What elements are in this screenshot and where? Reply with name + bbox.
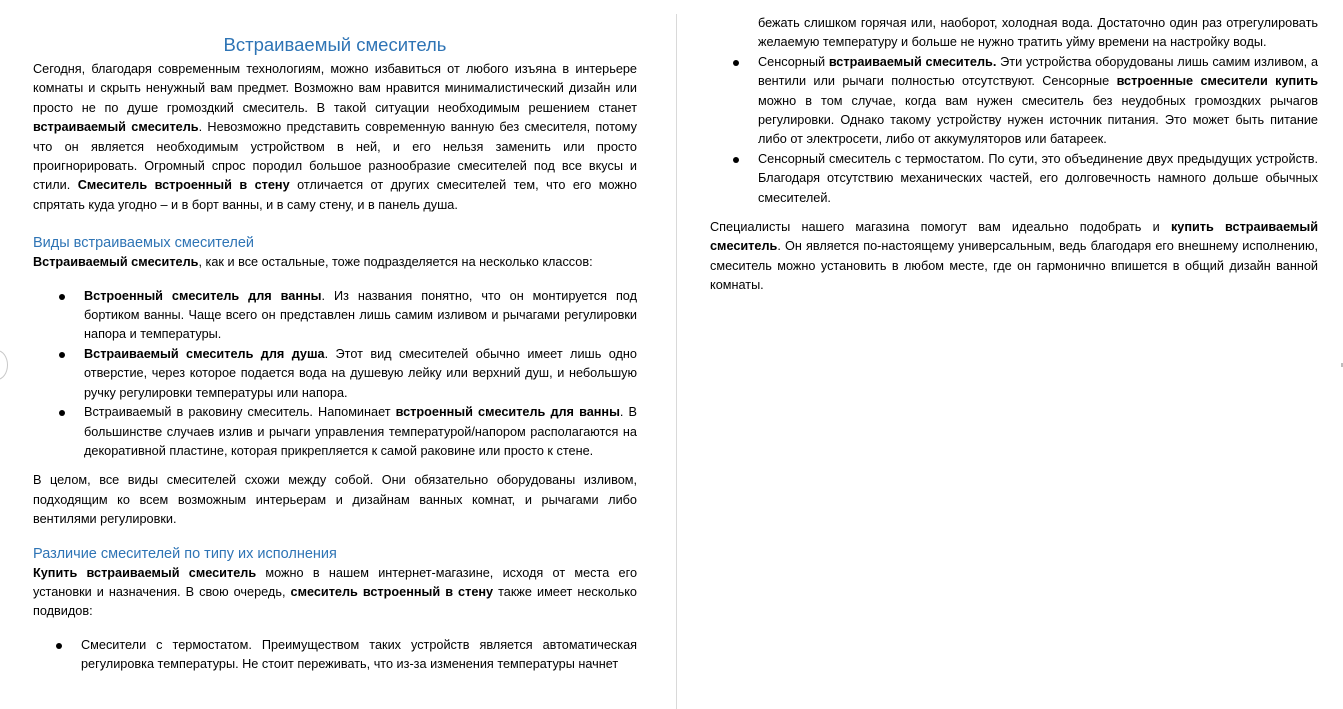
list-item-continued: [710, 14, 1318, 53]
text-run: Сегодня, благодаря современным технологиям, можно избавиться от любого изъяна в интерьере комнаты и скрыть ненужный вам предмет. Возможно вам нравится минималистический дизайн или просто не по душе громоздкий смеситель. В такой ситуации необходимым решением станет: [33, 62, 637, 115]
text-run: Сенсорный смеситель с термостатом. По сути, это объединение двух предыдущих устройств. Благодаря отсутствию механических частей, его долговечность намного дольше обычных смесителей.: [758, 151, 1318, 205]
text-run: Сенсорный: [758, 54, 829, 69]
column-divider: [676, 14, 677, 709]
text-run: . Этот вид смесителей обычно имеет лишь одно отверстие, через которое подается вода на душевую лейку или верхний душ, и небольшую ручку регулировки температуры или напора.: [84, 346, 637, 400]
list-item: [710, 53, 1318, 150]
text-run: В целом, все виды смесителей схожи между собой. Они обязательно оборудованы изливом, подходящим ко всем возможным интерьерам и дизайнам ванных комнат, и рычагами либо вентилями регулировки.: [33, 473, 637, 527]
text-run: отличается от других смесителей тем, что его можно спрятать куда угодно – и в борт ванны, и в саму стену, и в панель душа.: [33, 178, 637, 212]
list-item: [33, 345, 637, 403]
bold-text-run: встраиваемый смеситель: [33, 120, 199, 135]
text-run: можно в нашем интернет-магазине, исходя от места его установки и назначения. В свою очередь,: [33, 565, 637, 599]
bold-text-run: Встраиваемый смеситель для душа: [84, 346, 325, 361]
bold-text-run: встроенные смесители купить: [1116, 74, 1318, 89]
text-run: . Невозможно представить современную ванную без смесителя, потому что он является необходимым устройством в ней, и его нельзя заменить или просто проигнорировать. Огромный спрос породил большое разнообразие смесителей под все вкусы и стили.: [33, 120, 638, 193]
bold-text-run: Смеситель встроенный в стену: [77, 178, 290, 193]
bullet-dot-icon: [59, 294, 65, 300]
text-run: Эти устройства оборудованы лишь самим изливом, а вентили или рычаги полностью отсутствуют. Сенсорные: [758, 54, 1319, 89]
text-run: Смесители с термостатом. Преимуществом таких устройств является автоматическая регулировка температуры. Не стоит переживать, что из-за изменения температуры начнет: [81, 637, 637, 672]
list-item: [33, 287, 637, 345]
bullet-dot-icon: [733, 157, 739, 163]
execution-lead-paragraph: [33, 564, 637, 622]
text-run: . В большинстве случаев излив и рычаги управления температурой/напором располагаются на декоративной пластине, которая прикрепляется к самой раковине или просто к стене.: [84, 405, 638, 458]
intro-paragraph: [33, 60, 637, 215]
page-edge-marker: [0, 350, 8, 380]
execution-bullet-list-start: [33, 636, 637, 675]
execution-bullet-list-cont: [710, 14, 1318, 208]
final-paragraph: [710, 218, 1318, 296]
bold-text-run: смеситель встроенный в стену: [290, 584, 494, 599]
types-lead-paragraph: [33, 253, 637, 272]
list-item: [710, 150, 1318, 208]
bold-text-run: купить встраиваемый смеситель: [710, 220, 1318, 254]
bullet-dot-icon: [733, 60, 739, 66]
list-item: [33, 636, 637, 675]
text-run: . Он является по-настоящему универсальным, ведь благодаря его внешнему исполнению, смеситель можно установить в любом месте, где он гармонично впишется в общий дизайн ванной комнаты.: [710, 239, 1318, 293]
text-run: можно в том случае, когда вам нужен смеситель без неудобных громоздких рычагов регулировки. Однако такому устройству нужен источник питания. Это может быть питание либо от электросети, либо от аккумуляторов или батареек.: [758, 93, 1318, 147]
text-run: бежать слишком горячая или, наоборот, холодная вода. Достаточно один раз отрегулировать желаемую температуру и больше не нужно тратить уйму времени на настройку воды.: [758, 16, 1318, 50]
bullet-dot-icon: [59, 410, 65, 416]
bullet-dot-icon: [59, 352, 65, 358]
text-run: Встраиваемый в раковину смеситель. Напоминает: [84, 405, 396, 420]
text-run: , как и все остальные, тоже подразделяется на несколько классов:: [198, 255, 593, 270]
right-column: [710, 0, 1318, 296]
text-run: . Из названия понятно, что он монтируется под бортиком ванны. Чаще всего он представлен лишь самим изливом и рычагами регулировки напора и температуры.: [84, 288, 637, 342]
bullet-dot-icon: [56, 643, 62, 649]
document-title: Встраиваемый смеситель: [223, 34, 447, 55]
types-bullet-list: [33, 287, 637, 462]
text-run: также имеет несколько подвидов:: [33, 584, 637, 619]
text-run: Специалисты нашего магазина помогут вам идеально подобрать и: [710, 220, 1171, 235]
bold-text-run: Купить встраиваемый смеситель: [33, 565, 257, 580]
section-heading-execution: Различие смесителей по типу их исполнения: [33, 545, 337, 562]
bold-text-run: Встраиваемый смеситель: [33, 255, 199, 270]
left-column: [33, 0, 637, 675]
list-item: [33, 403, 637, 461]
bold-text-run: встроенный смеситель для ванны: [395, 405, 620, 420]
types-closing-paragraph: [33, 471, 637, 529]
section-heading-types: Виды встраиваемых смесителей: [33, 235, 254, 252]
bold-text-run: встраиваемый смеситель.: [828, 54, 997, 69]
bold-text-run: Встроенный смеситель для ванны: [84, 288, 322, 303]
